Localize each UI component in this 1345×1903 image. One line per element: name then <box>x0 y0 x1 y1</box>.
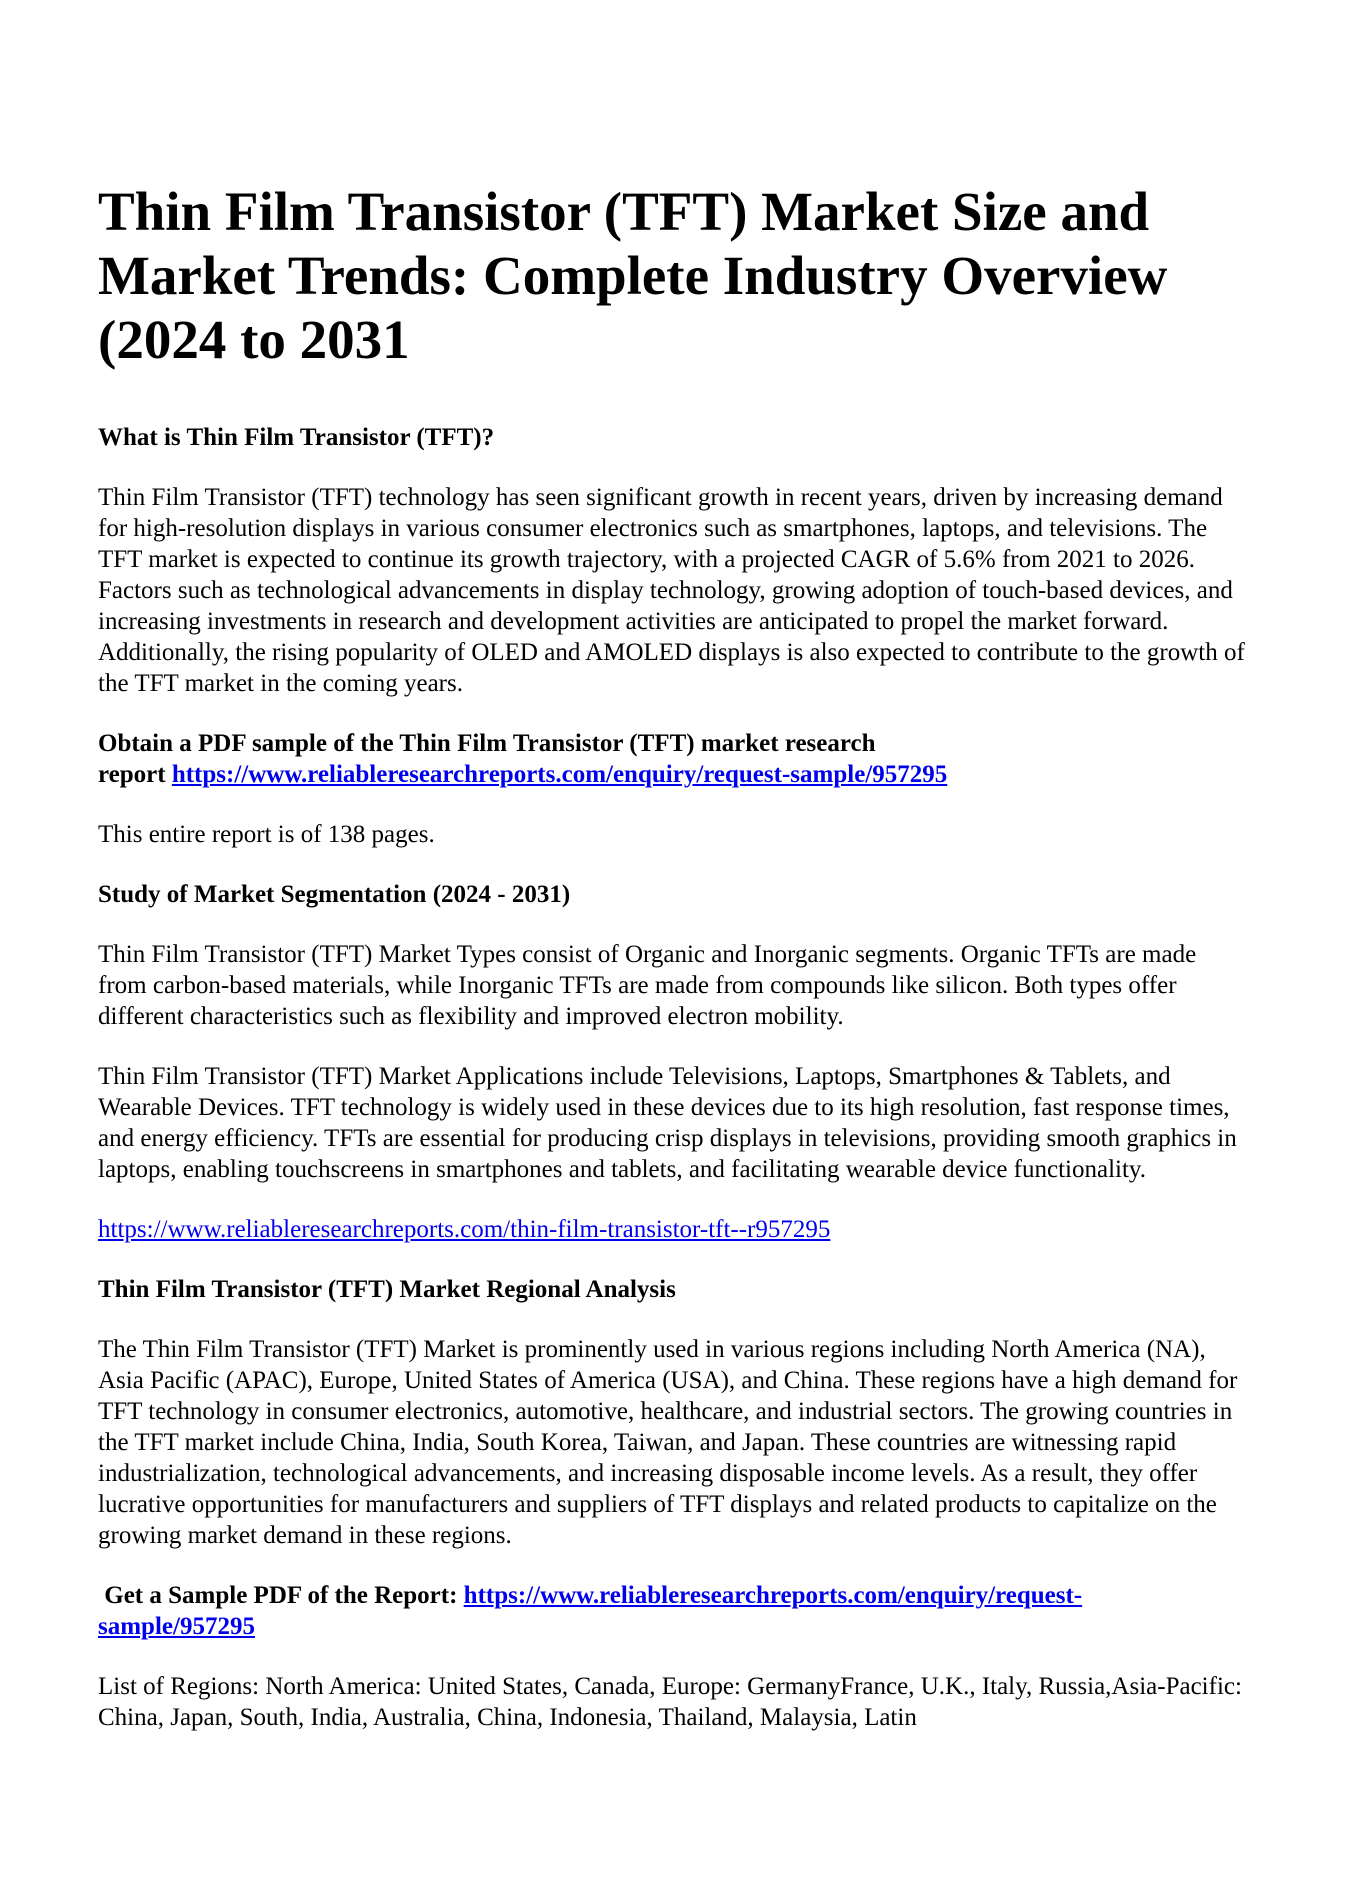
document-page <box>98 180 1248 1762</box>
page-count-note: This entire report is of 138 pages. <box>98 821 435 848</box>
report-link-paragraph <box>98 1214 1248 1245</box>
regional-analysis-paragraph: The Thin Film Transistor (TFT) Market is prominently used in various regions including North America (NA), Asia Pacific (APAC), Europe, United States of America (USA), and China. These regions have a high demand for TFT technology in consumer electronics, automotive, healthcare, and industrial sectors. The growing countries in the TFT market include China, India, South Korea, Taiwan, and Japan. These countries are witnessing rapid industrialization, technological advancements, and increasing disposable income levels. As a result, they offer lucrative opportunities for manufacturers and suppliers of TFT displays and related products to capitalize on the growing market demand in these regions. <box>98 1336 1238 1549</box>
regions-list-paragraph: List of Regions: North America: United States, Canada, Europe: GermanyFrance, U.K., Italy, Russia,Asia-Pacific: China, Japan, South, India, Australia, China, Indonesia, Thailand, Malaysia, Latin <box>98 1673 1242 1731</box>
sample-pdf-link-part1: https://www.reliableresearchreports.com/enquiry/request- <box>463 1582 1083 1609</box>
sample-request-text: Obtain a PDF sample of the Thin Film Transistor (TFT) market research <box>98 730 876 757</box>
sample-pdf-label: Get a Sample PDF of the Report: <box>98 1582 464 1609</box>
section-heading-what-is-tft: What is Thin Film Transistor (TFT)? <box>98 424 495 451</box>
report-page-link[interactable]: https://www.reliableresearchreports.com/thin-film-transistor-tft--r957295 <box>98 1216 831 1243</box>
sample-request-link[interactable]: https://www.reliableresearchreports.com/enquiry/request-sample/957295 <box>171 761 948 788</box>
section-heading-regional: Thin Film Transistor (TFT) Market Regional Analysis <box>98 1276 676 1303</box>
sample-request-prefix: report <box>98 761 172 788</box>
sample-pdf-link-part2: sample/957295 <box>98 1613 255 1640</box>
section-heading-segmentation: Study of Market Segmentation (2024 - 2031) <box>98 881 571 908</box>
page-title: Thin Film Transistor (TFT) Market Size and Market Trends: Complete Industry Overview (2024 to 2031 <box>98 181 1168 370</box>
sample-request-paragraph <box>98 728 1248 790</box>
sample-pdf-paragraph <box>98 1580 1248 1642</box>
intro-paragraph: Thin Film Transistor (TFT) technology has seen significant growth in recent years, driven by increasing demand for high-resolution displays in various consumer electronics such as smartphones, laptops, and televisions. The TFT market is expected to continue its growth trajectory, with a projected CAGR of 5.6% from 2021 to 2026. Factors such as technological advancements in display technology, growing adoption of touch-based devices, and increasing investments in research and development activities are anticipated to propel the market forward. Additionally, the rising popularity of OLED and AMOLED displays is also expected to contribute to the growth of the TFT market in the coming years. <box>98 484 1245 697</box>
market-types-paragraph: Thin Film Transistor (TFT) Market Types consist of Organic and Inorganic segments. Organic TFTs are made from carbon-based materials, while Inorganic TFTs are made from compounds like silicon. Both types offer different characteristics such as flexibility and improved electron mobility. <box>98 941 1197 1030</box>
market-applications-paragraph: Thin Film Transistor (TFT) Market Applications include Televisions, Laptops, Smartphones & Tablets, and Wearable Devices. TFT technology is widely used in these devices due to its high resolution, fast response times, and energy efficiency. TFTs are essential for producing crisp displays in televisions, providing smooth graphics in laptops, enabling touchscreens in smartphones and tablets, and facilitating wearable device functionality. <box>98 1063 1237 1183</box>
